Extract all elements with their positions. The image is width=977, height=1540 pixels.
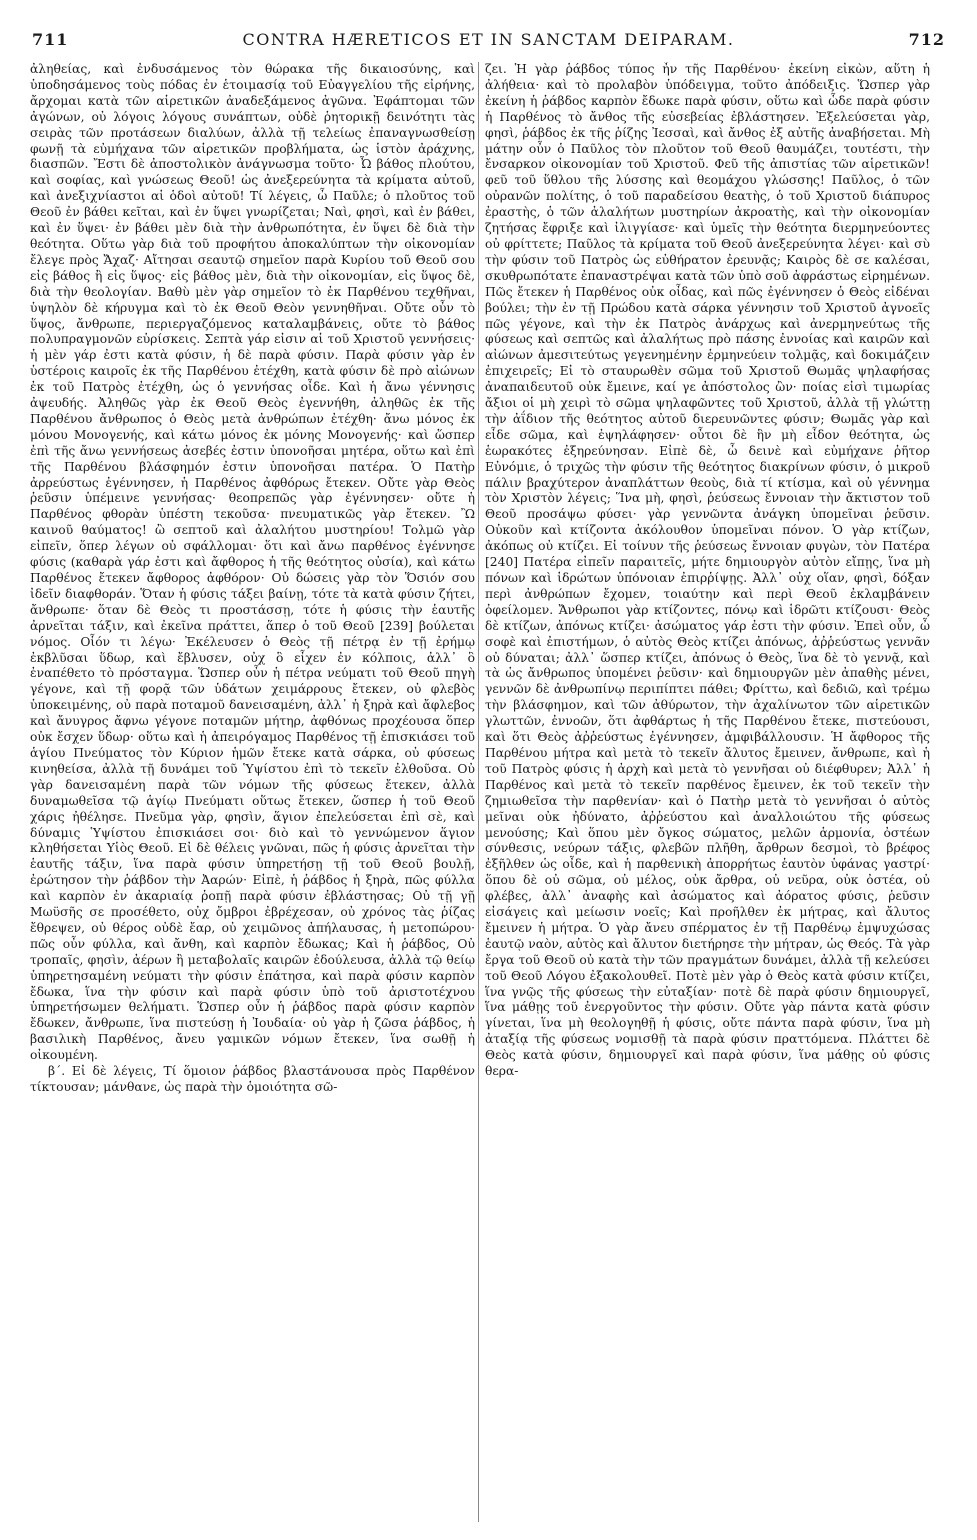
running-head-title: CONTRA HÆRETICOS ET IN SANCTAM DEIPARAM. (242, 30, 735, 49)
running-header (30, 30, 947, 60)
paragraph: β΄. Εἰ δὲ λέγεις, Τί ὅμοιον ῥάβδος βλαστάνουσα πρὸς Παρθένον τίκτουσαν; μάνθανε, ὡς παρὰ τὴν ὁμοιότητα σῶ- (30, 1064, 475, 1094)
column-divider (478, 62, 479, 1522)
page-number-left: 711 (32, 30, 69, 49)
paragraph: ζει. Ἡ γὰρ ῥάβδος τύπος ἦν τῆς Παρθένου· ἐκείνη εἰκὼν, αὕτη ἡ ἀλήθεια· καὶ τὸ προλαβὸν ὑπόδειγμα, τοῦτο ἀπόδειξις. Ὥσπερ γὰρ ἐκείνη ἡ ῥάβδος καρπὸν ἔδωκε παρὰ φύσιν, οὕτω καὶ ὧδε παρὰ φύσιν ἡ Παρθένος τὸ ἄνθος τῆς εὐσεβείας ἐβλάστησεν. Ἐξελεύσεται γὰρ, φησὶ, ῥάβδος ἐκ τῆς ῥίζης Ἰεσσαὶ, καὶ ἄνθος ἐξ αὐτῆς ἀναβήσεται. Μὴ μάτην οὖν ὁ Παῦλος τὸν πλοῦτον τοῦ Θεοῦ θαυμάζει, τουτέστι, τὴν ἔνσαρκον οἰκονομίαν τοῦ Χριστοῦ. Φεῦ τῆς ἀπιστίας τῶν αἱρετικῶν! φεῦ τοῦ ὕθλου τῆς λύσσης καὶ θεομάχου γλώσσης! Παῦλος, ὁ τῶν οὐρανῶν πολίτης, ὁ τοῦ παραδείσου θεατὴς, ὁ τοῦ Χριστοῦ διάπυρος ἐραστὴς, ὁ τῶν ἀλαλήτων μυστηρίων ἀκροατὴς, καὶ τὴν οἰκονομίαν ζητήσας ἔφριξε καὶ ἰλιγγίασε· καὶ ὑμεῖς τὴν θεότητα διερμηνεύοντες οὐ φρίττετε; Παῦλος τὰ κρίματα τοῦ Θεοῦ ἀνεξερεύνητα λέγει· καὶ σὺ τὴν φύσιν τοῦ Πατρὸς ὡς εὐθήρατον ἐρευνᾷς; Καιρὸς δὲ σε καλέσαι, σκυθρωπότατε ἐπαναστρέψαι κατὰ τῶν ὑπὸ σοῦ ἀφράστως εἰρημένων. Πῶς ἔτεκεν ἡ Παρθένος οὐκ οἶδας, καὶ πῶς ἐγέννησεν ὁ Θεὸς εἰδέναι βούλει; τὴν ἐν τῇ Πρώδου κατὰ σάρκα γέννησιν τοῦ Χριστοῦ ἀγνοεῖς πῶς γέγονε, καὶ τὴν ἐκ Πατρὸς ἀνάρχως καὶ ἀνερμηνεύτως τῆς φύσεως καὶ σεπτῶς καὶ ἀλαλήτως πρὸ πάσης ἐννοίας καὶ καιρῶν καὶ αἰώνων ἀμεσιτεύτως γεγενημένην ἑρμηνεύειν τολμᾷς, καὶ δοκιμάζειν ἐπιχειρεῖς; Εἰ τὸ σταυρωθὲν σῶμα τοῦ Χριστοῦ Θωμᾶς ψηλαφήσας ἀναπαιδευτοῦ οὐκ ἔμεινε, καί γε ἀπόστολος ὢν· ποίας εἰσὶ τιμωρίας ἄξιοι οἱ μὴ χειρὶ τὸ σῶμα ψηλαφῶντες τοῦ Χριστοῦ, ἀλλὰ τῇ γλώττῃ τὴν ἀΐδιον τῆς θεότητος αὐτοῦ διερευνῶντες φύσιν; Θωμᾶς γὰρ καὶ εἶδε σῶμα, καὶ ἐψηλάφησεν· οὗτοι δὲ ἣν μὴ εἶδον θεότητα, ὡς ἑωρακότες ἐξηρεύνησαν. Εἰπὲ δὲ, ὦ δεινὲ καὶ εὐμήχανε ῥῆτορ Εὐνόμιε, ὁ τριχῶς τὴν φύσιν τῆς θεότητος διακρίνων φύσιν, ὁ μικροῦ πάλιν βραχύτερον ἀναπλάττων θεοὺς, διὰ τί κτίσμα, καὶ οὐ γέννημα τὸν Χριστὸν λέγεις; Ἵνα μὴ, φησὶ, ῥεύσεως ἔννοιαν τὴν ἄκτιστον τοῦ Θεοῦ προσάψω φύσει· γὰρ γεννῶντα ἀνάγκη ὑπομεῖναι ῥεῦσιν. Οὐκοῦν καὶ κτίζοντα ἀκόλουθον ὑπομεῖναι πόνον. Ὁ γὰρ κτίζων, ἀκόπως οὐ κτίζει. Εἰ τοίνυν τῆς ῥεύσεως ἔννοιαν φυγὼν, τὸν Πατέρα [240] Πατέρα εἰπεῖν παραιτεῖς, μήτε δημιουργὸν αὐτὸν εἴπῃς, ἵνα μὴ πόνων καὶ ἱδρώτων ὑπόνοιαν ἐπιρῥίψῃς. Ἀλλ᾽ οὐχ οἵαν, φησὶ, δόξαν περὶ ἀνθρώπων ἔχομεν, τοιαύτην καὶ περὶ Θεοῦ ἐκλαμβάνειν ὀφείλομεν. Ἄνθρωποι γὰρ κτίζοντες, πόνῳ καὶ ἱδρῶτι κτίζουσι· Θεὸς δὲ κτίζων, ἀπόνως κτίζει· ἀσώματος γάρ ἐστι τὴν φύσιν. Ἐπεὶ οὖν, ὦ σοφὲ καὶ ἐπιστήμων, ὁ αὐτὸς Θεὸς κτίζει ἀπόνως, ἀῤῥεύστως γεννᾶν οὐ δύναται; ἀλλ᾽ ὥσπερ κτίζει, ἀπόνως ὁ Θεὸς, ἵνα δὲ τὸ γεννᾷ, καὶ τὰ ὡς ἄνθρωπος ὑπομένει ῥεῦσιν· καὶ δημιουργῶν μὲν ἀπαθὴς μένει, γεννῶν δὲ ἀνθρωπίνῳ περιπίπτει πάθει; Φρίττω, καὶ δεδιῶ, καὶ τρέμω τὴν βλάσφημον, καὶ τῶν ἀθύρωτον, τὴν ἀχαλίνωτον τῶν αἱρετικῶν γλωττῶν, ἐννοῶν, ὅτι ἀφθάρτως ἡ τῆς Παρθένου ἔτεκε, πιστεύουσι, καὶ ὅτι Θεὸς ἀῤῥεύστως ἐγέννησεν, ἀμφιβάλλουσιν. Ἡ ἄφθορος τῆς Παρθένου μήτρα καὶ μετὰ τὸ τεκεῖν ἄλυτος ἔμεινεν, ἄνθρωπε, καὶ ἡ τοῦ Πατρὸς φύσις ἡ ἀρχὴ καὶ μετὰ τὸ γεννῆσαι οὐ διέφθυρεν; Ἀλλ᾽ ἡ Παρθένος καὶ μετὰ τὸ τεκεῖν παρθένος ἔμεινεν, ἐκ τοῦ τεκεῖν τὴν ζημιωθεῖσα τὴν παρθενίαν· καὶ ὁ Πατὴρ μετὰ τὸ γεννῆσαι ὁ αὐτὸς μεῖναι οὐκ ἠδύνατο, ἀῤῥεύστου καὶ ἀναλλοιώτου τῆς φύσεως μενούσης; Καὶ ὅπου μὲν ὄγκος σώματος, μελῶν ἁρμονία, ὀστέων σύνθεσις, νεύρων τάξις, φλεβῶν πλῆθη, ἄρθρων δεσμοὶ, τὸ βρέφος ἐξῆλθεν ὡς οἶδε, καὶ ἡ παρθενικὴ ἀπορρήτως ἑαυτὸν ὑφάνας γαστρί· ὅπου δὲ οὐ σῶμα, οὐ μέλος, οὐκ ἄρθρα, οὐ νεῦρα, οὐκ ὀστέα, οὐ φλέβες, ἀλλ᾽ ἀναφὴς καὶ ἀσώματος καὶ ἀόρατος φύσις, ῥεῦσιν εἰσάγεις καὶ μείωσιν νοεῖς; Καὶ προῆλθεν ἐκ μήτρας, καὶ ἄλυτος ἔμεινεν ἡ μήτρα. Ὁ γὰρ ἄνευ σπέρματος ἐν τῇ Παρθένῳ ἐμψυχώσας ἑαυτῷ ναὸν, αὐτὸς καὶ ἄλυτον διετήρησε τὴν μήτραν, ὡς Θεός. Τὰ γὰρ ἔργα τοῦ Θεοῦ οὐ κατὰ τὴν τῶν πραγμάτων δυνάμει, ἀλλὰ τῇ κελεύσει τοῦ Θεοῦ Λόγου ἐξακολουθεῖ. Ποτὲ μὲν γὰρ ὁ Θεὸς κατὰ φύσιν κτίζει, ἵνα γνῷς τῆς φύσεως τὴν εὐταξίαν· ποτὲ δὲ παρὰ φύσιν δημιουργεῖ, ἵνα μάθῃς τοῦ ἐνεργοῦντος τὴν φύσιν. Οὔτε γὰρ πάντα κατὰ φύσιν γίνεται, ἵνα μὴ θεολογηθῇ ἡ φύσις, οὔτε πάντα παρὰ φύσιν, ἵνα μὴ ἀταξίᾳ τῆς φύσεως νομισθῇ τὰ παρὰ φύσιν πραττόμενα. Πλάττει δὲ Θεὸς κατὰ φύσιν, δημιουργεῖ καὶ παρὰ φύσιν, ἵνα μάθῃς οὐ φύσις θερα- (485, 62, 930, 1079)
text-column-right (485, 62, 930, 1522)
page-number-right: 712 (908, 30, 945, 49)
paragraph: ἀληθείας, καὶ ἐνδυσάμενος τὸν θώρακα τῆς δικαιοσύνης, καὶ ὑποδησάμενος τοὺς πόδας ἐν ἑτοιμασίᾳ τοῦ Εὐαγγελίου τῆς εἰρήνης, ἄρχομαι κατὰ τῶν αἱρετικῶν ἀναδεξάμενος ἀγῶνα. Ἐφάπτομαι τῶν ἀγώνων, οὐ λόγοις λόγους συνάπτων, οὐδὲ ῥητορικῇ δεινότητι τὰς σειρὰς τῶν προτάσεων διαλύων, ἀλλὰ τῇ τελείως ἐπαναγνωσθείσῃ φωνῇ τὰ εὐμήχανα τῶν αἱρετικῶν προβλήματα, ὡς ἱστὸν ἀράχνης, διασπῶν. Ἔστι δὲ ἀποστολικὸν ἀνάγνωσμα τοῦτο· Ὦ βάθος πλούτου, καὶ σοφίας, καὶ γνώσεως Θεοῦ! ὡς ἀνεξερεύνητα τὰ κρίματα αὐτοῦ, καὶ ἀνεξιχνίαστοι αἱ ὁδοὶ αὐτοῦ! Τί λέγεις, ὦ Παῦλε; ὁ πλοῦτος τοῦ Θεοῦ ἐν βάθει κεῖται, καὶ ἐν ὕψει γνωρίζεται; Ναὶ, φησὶ, καὶ ἐν βάθει, καὶ ἐν ὕψει· ἐν βάθει μὲν διὰ τὴν ἀνθρωπότητα, ἐν ὕψει δὲ διὰ τὴν θεότητα. Οὕτω γὰρ διὰ τοῦ προφήτου ἀποκαλύπτων τὴν οἰκονομίαν ἔλεγε πρὸς Ἄχαζ· Αἴτησαι σεαυτῷ σημεῖον παρὰ Κυρίου τοῦ Θεοῦ σου εἰς βάθος ἢ εἰς ὕψος· εἰς βάθος μὲν, διὰ τὴν οἰκονομίαν, εἰς ὕψος δὲ, διὰ τὴν θεολογίαν. Βαθὺ μὲν γὰρ σημεῖον τὸ ἐκ Παρθένου τεχθῆναι, ὑψηλὸν δὲ κήρυγμα καὶ τὸ ἐκ Θεοῦ Θεὸν γεννηθῆναι. Οὔτε οὖν τὸ ὕψος, ἄνθρωπε, περιεργαζόμενος καταλαμβάνεις, οὔτε τὸ βάθος πολυπραγμονῶν εὑρίσκεις. Σεπτὰ γάρ εἰσιν αἱ τοῦ Χριστοῦ γεννήσεις· ἡ μὲν γάρ ἐστι κατὰ φύσιν, ἡ δὲ παρὰ φύσιν. Παρὰ φύσιν γὰρ ἐν ὑστέροις καιροῖς ἐκ τῆς Παρθένου ἐτέχθη, κατὰ φύσιν δὲ πρὸ αἰώνων ἐκ τοῦ Πατρὸς ἐτέχθη, ὡς ὁ γεννήσας οἶδε. Καὶ ἡ ἄνω γέννησις ἀψευδής. Ἀληθῶς γὰρ ἐκ Θεοῦ Θεὸς ἐγεννήθη, ἀληθῶς ἐκ τῆς Παρθένου ἄνθρωπος ὁ Θεὸς μετὰ ἀνθρώπων ἐτέχθη· ἄνω μόνος ἐκ μόνου Μονογενής, καὶ κάτω μόνος ἐκ μόνης Μονογενής· καὶ ὥσπερ ἐπὶ τῆς ἄνω γεννήσεως ἀσεβές ἐστιν ὑπονοῆσαι μητέρα, οὕτω καὶ ἐπὶ τῆς Παρθένου βλάσφημόν ἐστιν ὑπονοῆσαι πατέρα. Ὁ Πατὴρ ἀρρεύστως ἐγέννησεν, ἡ Παρθένος ἀφθόρως ἔτεκεν. Οὔτε γὰρ Θεὸς ῥεῦσιν ὑπέμεινε γεννήσας· θεοπρεπῶς γὰρ ἐγέννησεν· οὔτε ἡ Παρθένος φθορὰν ὑπέστη τεκοῦσα· πνευματικῶς γὰρ ἔτεκεν. Ὢ καινοῦ θαύματος! ὢ σεπτοῦ καὶ ἀλαλήτου μυστηρίου! Τολμῶ γὰρ εἰπεῖν, ὅπερ λέγων οὐ σφάλλομαι· ὅτι καὶ ἄνω παρθένος ἐγέννησε φύσις (καθαρὰ γάρ ἐστι καὶ ἄφθορος ἡ τῆς θεότητος οὐσία), καὶ κάτω Παρθένος ἔτεκεν ἄφθορος ἀφθόρον· Οὐ δώσεις γὰρ τὸν Ὅσιόν σου ἰδεῖν διαφθοράν. Ὅταν ἡ φύσις τάξει βαίνῃ, τότε τὰ κατὰ φύσιν ζήτει, ἄνθρωπε· ὅταν δὲ Θεὸς τι προστάσσῃ, τότε ἡ φύσις τὴν ἑαυτῆς ἀρνεῖται τάξιν, καὶ ἐκεῖνα πράττει, ἅπερ ὁ τοῦ Θεοῦ [239] βούλεται νόμος. Οἷόν τι λέγω· Ἐκέλευσεν ὁ Θεὸς τῇ πέτρᾳ ἐν τῇ ἐρήμῳ ἐκβλῦσαι ὕδωρ, καὶ ἔβλυσεν, οὐχ ὃ εἶχεν ἐν κόλποις, ἀλλ᾽ ὃ ἐναπέθετο τὸ πρόσταγμα. Ὥσπερ οὖν ἡ πέτρα νεύματι τοῦ Θεοῦ πηγὴ γέγονε, καὶ τῇ φορᾷ τῶν ὑδάτων χειμάρρους ἔτεκεν, οὐ φλεβὸς ὑποκειμένης, οὐ παρὰ ποταμοῦ δανεισαμένη, ἀλλ᾽ ἡ ξηρὰ καὶ ἄφλεβος καὶ ἄνυγρος ἄφνω γέγονε ποταμῶν μήτηρ, ἀφθόνως προχέουσα ὅπερ οὐκ ἔσχεν ὕδωρ· οὕτω καὶ ἡ ἀπειρόγαμος Παρθένος τῇ ἐπισκιάσει τοῦ ἁγίου Πνεύματος τὸν Κύριον ἡμῶν ἔτεκε κατὰ σάρκα, οὐ φύσεως κινηθείσα, ἀλλὰ τῇ δυνάμει τοῦ Ὑψίστου ἐπὶ τὸ τεκεῖν ἐλθοῦσα. Οὐ γὰρ δανεισαμένη παρὰ τῶν νόμων τῆς φύσεως ἔτεκεν, ἀλλὰ δυναμωθεῖσα τῷ ἁγίῳ Πνεύματι οὕτως ἔτεκεν, ὥσπερ ἡ τοῦ Θεοῦ χάρις ἠθέλησε. Πνεῦμα γὰρ, φησὶν, ἅγιον ἐπελεύσεται ἐπὶ σὲ, καὶ δύναμις Ὑψίστου ἐπισκιάσει σοι· διὸ καὶ τὸ γεννώμενον ἅγιον κληθήσεται Υἱὸς Θεοῦ. Εἰ δὲ θέλεις γνῶναι, πῶς ἡ φύσις ἀρνεῖται τὴν ἑαυτῆς τάξιν, ἵνα παρὰ φύσιν ὑπηρετήσῃ τῇ τοῦ Θεοῦ βουλῇ, ἐρώτησον τὴν ῥάβδον τὴν Ἀαρών· Εἰπὲ, ἡ ῥάβδος ἡ ξηρὰ, πῶς φύλλα καὶ καρπὸν ἐν ἀκαριαίᾳ ῥοπῇ παρὰ φύσιν ἐβλάστησας; Οὐ τῇ γῇ Μωϋσῆς σε προσέθετο, οὐχ ὄμβροι ἐβρέχεσαν, οὐ χρόνος τὰς ῥίζας ἔθρεψεν, οὐ θέρος οὐδὲ ἔαρ, οὐ χειμῶνος ἀπήλαυσας, ἡ μετοπώρου· πῶς οὖν φύλλα, καὶ ἄνθη, καὶ καρπὸν ἔδωκας; Καὶ ἡ ῥάβδος, Οὐ τροπαῖς, φησὶν, ἀέρων ἢ μεταβολαῖς καιρῶν ἐδούλευσα, ἀλλὰ τῷ θείῳ ὑπηρετησαμένη νεύματι τὴν φύσιν ἐπάτησα, καὶ παρὰ φύσιν καρπὸν ἔδωκα, ἵνα τὴν φύσιν καὶ παρὰ φύσιν ὑπὸ τοῦ ἀριστοτέχνου ὑπηρετήσωμεν θελήματι. Ὥσπερ οὖν ἡ ῥάβδος παρὰ φύσιν καρπὸν ἔδωκεν, ἄνθρωπε, ἵνα πιστεύσῃ ἡ Ἰουδαία· οὐ γὰρ ἡ ζῶσα ῥάβδος, ἡ βασιλικὴ Παρθένος, ἄνευ γαμικῶν νόμων ἔτεκεν, ἵνα σωθῇ ἡ οἰκουμένη. (30, 62, 475, 1063)
text-column-left (30, 62, 475, 1522)
